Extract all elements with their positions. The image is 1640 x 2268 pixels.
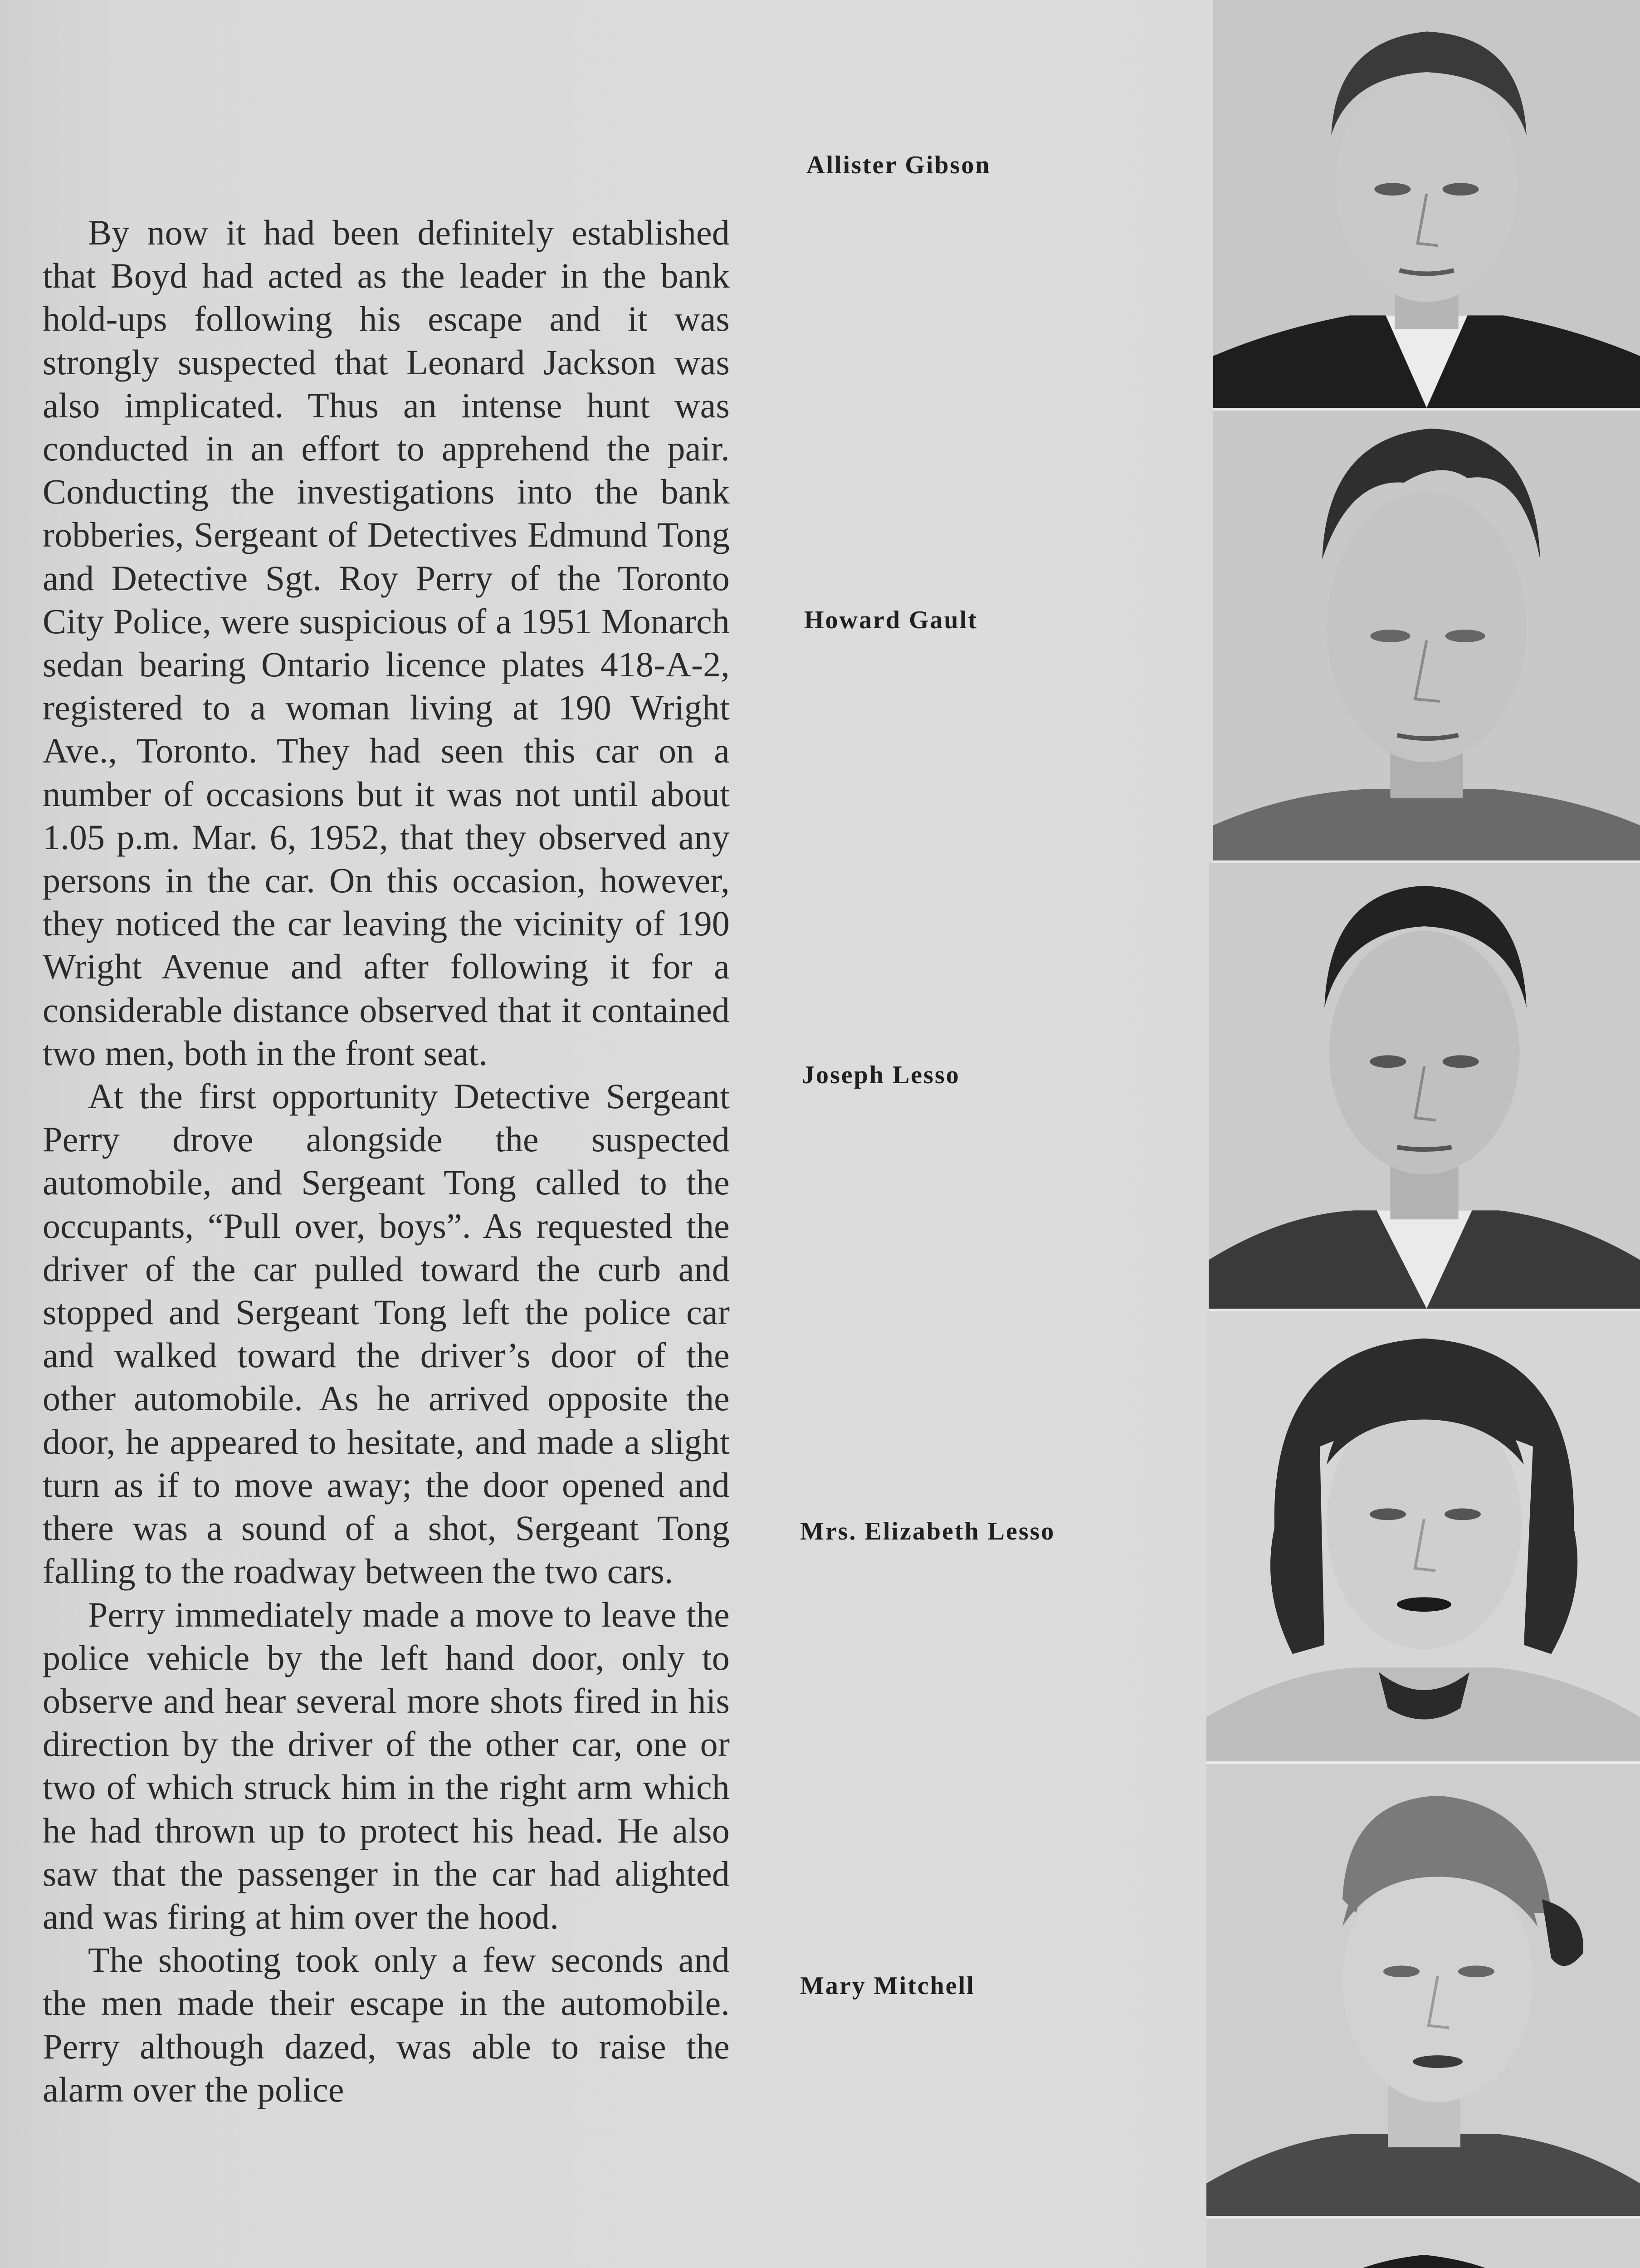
woman-portrait-image — [1206, 1764, 1640, 2216]
portrait-photo-howard-gault — [1213, 411, 1640, 863]
portrait-photo-doreen-boyd — [1206, 2219, 1640, 2268]
man-portrait-image — [1213, 0, 1640, 408]
portrait-photo-elizabeth-lesso — [1206, 1311, 1640, 1764]
article-body — [43, 211, 730, 2111]
paragraph-1: By now it had been definitely established that Boyd had acted as the leader in the bank hold-ups following his escape and it was strongly suspected that Leonard Jackson was also implicated. Thus an intense hunt was conducted in an effort to apprehend the pair. Conducting the investigations into the bank robberies, Sergeant of Detectives Edmund Tong and Detective Sgt. Roy Perry of the Toronto City Police, were suspicious of a 1951 Monarch sedan bearing Ontario licence plates 418-A-2, registered to a woman living at 190 Wright Ave., Toronto. They had seen this car on a number of occasions but it was not until about 1.05 p.m. Mar. 6, 1952, that they observed any persons in the car. On this occasion, however, they noticed the car leaving the vicinity of 190 Wright Avenue and after following it for a considerable distance observed that it contained two men, both in the front seat. — [43, 213, 730, 1073]
paragraph-3: Perry immediately made a move to leave the police vehicle by the left hand door, only to observe and hear several more shots fired in his direction by the driver of the other car, one or two of which struck him in the right arm which he had thrown up to protect his head. He also saw that the passenger in the car had alighted and was firing at him over the hood. — [43, 1594, 730, 1936]
caption-howard-gault: Howard Gault — [804, 606, 978, 634]
woman-portrait-image — [1206, 1311, 1640, 1761]
caption-mary-mitchell: Mary Mitchell — [800, 1972, 975, 2000]
caption-allister-gibson: Allister Gibson — [806, 151, 991, 179]
caption-elizabeth-lesso: Mrs. Elizabeth Lesso — [800, 1517, 1055, 1545]
caption-joseph-lesso: Joseph Lesso — [802, 1061, 960, 1089]
man-portrait-image — [1213, 411, 1640, 860]
paragraph-2: At the first opportunity Detective Sergeant Perry drove alongside the suspected automobile, and Sergeant Tong called to the occupants, “Pull over, boys”. As requested the driver of the car pulled toward the curb and stopped and Sergeant Tong left the police car and walked toward the driver’s door of the other automobile. As he arrived opposite the door, he appeared to hesitate, and made a slight turn as if to move away; the door opened and there was a sound of a shot, Sergeant Tong falling to the roadway between the two cars. — [43, 1076, 730, 1591]
woman-portrait-image — [1206, 2219, 1640, 2268]
portrait-photo-allister-gibson — [1213, 0, 1640, 411]
man-portrait-image — [1209, 863, 1640, 1309]
paragraph-4: The shooting took only a few seconds and the men made their escape in the automobile. Perry although dazed, was able to raise the alarm over the police — [43, 1940, 730, 2109]
portrait-photo-joseph-lesso — [1209, 863, 1640, 1311]
portrait-photo-mary-mitchell — [1206, 1764, 1640, 2219]
